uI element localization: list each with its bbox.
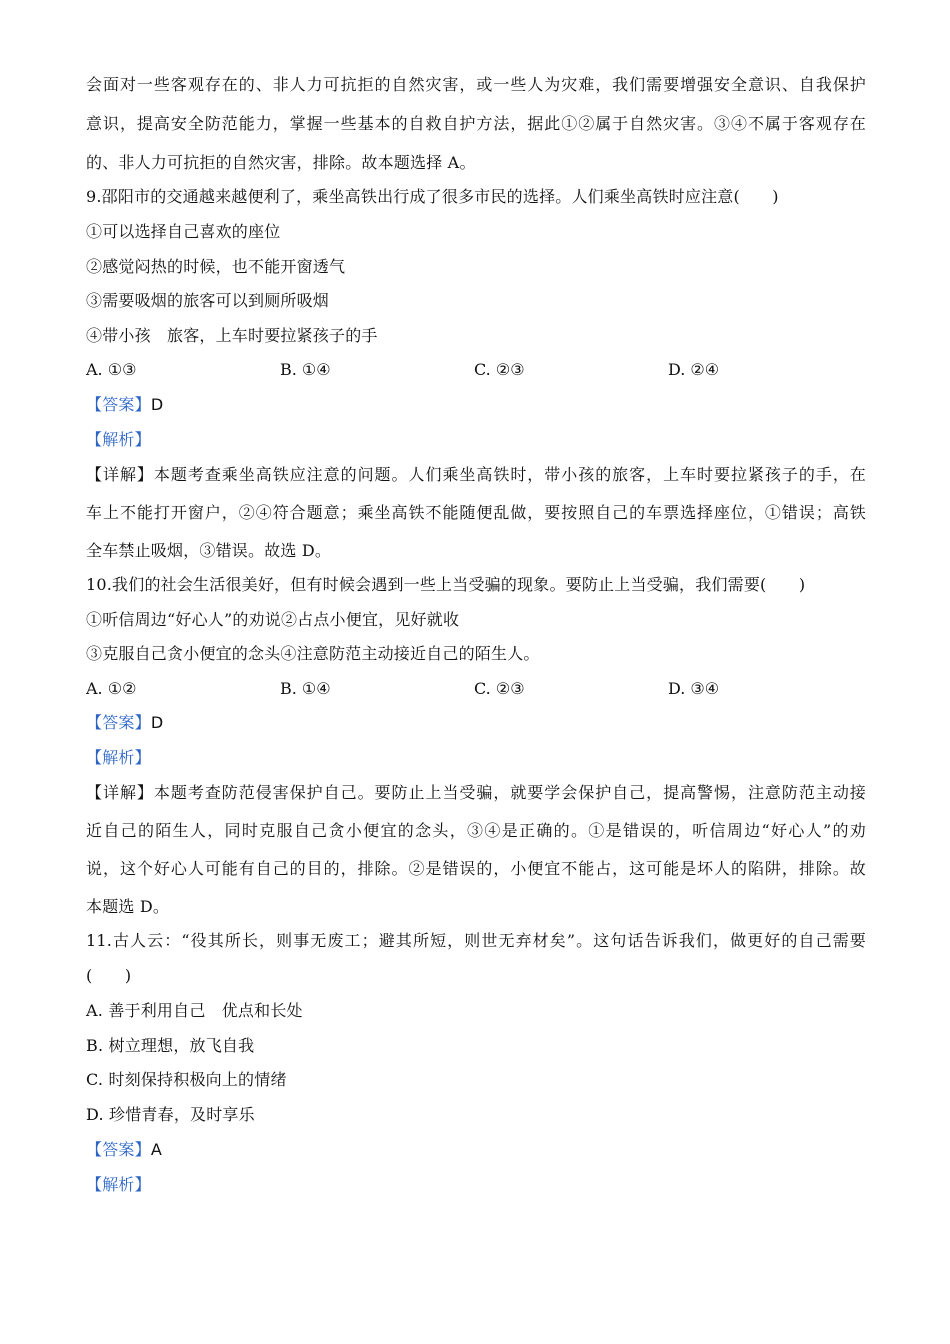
detail-tag: 【详解】 (86, 783, 154, 802)
q10-statement-1: ①听信周边“好心人”的劝说②占点小便宜，见好就收 (86, 610, 460, 629)
q10-option-b: B. ①④ (280, 679, 331, 698)
q9-detail-line-3: 全车禁止吸烟，③错误。故选 D。 (86, 541, 332, 560)
q9-option-d: D. ②④ (668, 360, 720, 379)
q11-stem-line-2: ( ) (86, 966, 132, 985)
answer-tag: 【答案】 (86, 395, 151, 414)
q9-answer (86, 395, 866, 415)
q10-stem: 10.我们的社会生活很美好，但有时候会遇到一些上当受骗的现象。要防止上当受骗，我们需要( ) (86, 575, 806, 594)
q9-stem: 9.邵阳市的交通越来越便利了，乘坐高铁出行成了很多市民的选择。人们乘坐高铁时应注意( ) (86, 187, 779, 206)
analysis-tag: 【解析】 (86, 430, 151, 449)
q9-option-c: C. ②③ (474, 360, 525, 379)
q11-stem-line-1: 11.古人云：“役其所长，则事无废工；避其所短，则世无弃材矣”。这句话告诉我们，做更好的自己需要 (86, 931, 866, 950)
q10-analysis-heading (86, 748, 866, 768)
detail-tag: 【详解】 (86, 465, 154, 484)
q9-option-a: A. ①③ (86, 360, 137, 379)
q11-option-a: A. 善于利用自己 优点和长处 (86, 1001, 303, 1020)
q9-statement-4: ④带小孩 旅客，上车时要拉紧孩子的手 (86, 326, 378, 345)
q9-statement-3: ③需要吸烟的旅客可以到厕所吸烟 (86, 291, 330, 310)
q9-option-b: B. ①④ (280, 360, 331, 379)
q9-analysis-heading (86, 430, 866, 450)
answer-value: A (150, 1140, 162, 1159)
answer-tag: 【答案】 (86, 1140, 151, 1159)
detail-text: 本题考查防范侵害保护自己。要防止上当受骗，就要学会保护自己，提高警惕，注意防范主动接 (153, 783, 866, 802)
q10-option-d: D. ③④ (668, 679, 720, 698)
q11-analysis-heading (86, 1175, 866, 1195)
q11-option-c: C. 时刻保持积极向上的情绪 (86, 1070, 287, 1089)
answer-value: D (150, 713, 164, 732)
intro-line-1: 会面对一些客观存在的、非人力可抗拒的自然灾害，或一些人为灾难，我们需要增强安全意识、自我保护 (86, 75, 866, 94)
analysis-tag: 【解析】 (86, 748, 151, 767)
answer-value: D (150, 395, 164, 414)
detail-text: 本题考查乘坐高铁应注意的问题。人们乘坐高铁时，带小孩的旅客，上车时要拉紧孩子的手，在 (153, 465, 866, 484)
q10-answer (86, 713, 866, 733)
q11-answer (86, 1140, 866, 1160)
q10-detail-line-4: 本题选 D。 (86, 897, 170, 916)
q10-option-c: C. ②③ (474, 679, 525, 698)
q10-detail-line-1 (86, 783, 866, 803)
q10-detail-line-3: 说，这个好心人可能有自己的目的，排除。②是错误的，小便宜不能占，这可能是坏人的陷阱，排除。故 (86, 859, 866, 878)
q9-detail-line-2: 车上不能打开窗户，②④符合题意；乘坐高铁不能随便乱做，要按照自己的车票选择座位，①错误；高铁 (86, 503, 866, 522)
analysis-tag: 【解析】 (86, 1175, 151, 1194)
answer-tag: 【答案】 (86, 713, 151, 732)
q11-option-d: D. 珍惜青春，及时享乐 (86, 1105, 255, 1124)
q10-detail-line-2: 近自己的陌生人，同时克服自己贪小便宜的念头，③④是正确的。①是错误的，听信周边“好心人”的劝 (86, 821, 866, 840)
intro-line-2: 意识，提高安全防范能力，掌握一些基本的自救自护方法，据此①②属于自然灾害。③④不属于客观存在 (86, 114, 866, 133)
q11-option-b: B. 树立理想，放飞自我 (86, 1036, 255, 1055)
q10-option-a: A. ①② (86, 679, 137, 698)
q9-statement-1: ①可以选择自己喜欢的座位 (86, 222, 281, 241)
q9-detail-line-1 (86, 465, 866, 485)
intro-line-3: 的、非人力可抗拒的自然灾害，排除。故本题选择 A。 (86, 153, 476, 172)
q10-statement-2: ③克服自己贪小便宜的念头④注意防范主动接近自己的陌生人。 (86, 644, 540, 663)
q9-statement-2: ②感觉闷热的时候，也不能开窗透气 (86, 257, 346, 276)
